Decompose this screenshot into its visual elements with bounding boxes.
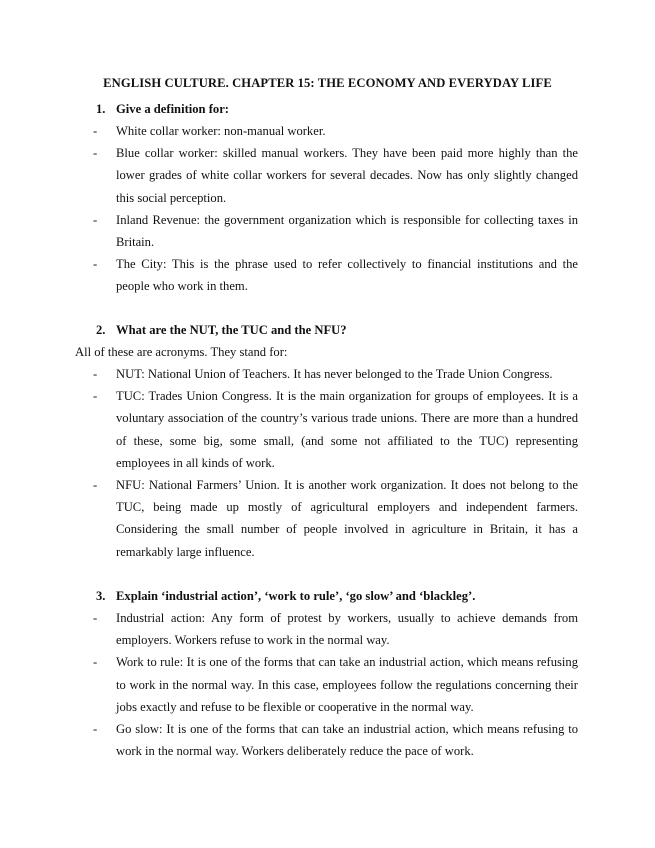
list-item (78, 253, 578, 297)
list-item (78, 209, 578, 253)
list-item (78, 363, 578, 385)
bullet-dash: - (93, 257, 98, 272)
section-intro: All of these are acronyms. They stand for: (75, 345, 288, 359)
section-1 (78, 98, 578, 298)
item-text: Work to rule: It is one of the forms that can take an industrial action, which means refusing to work in the normal way. In this case, employees follow the regulations concerning their jobs exactly and refuse to be flexible or cooperative in the normal way. (116, 655, 578, 714)
section-title: What are the NUT, the TUC and the NFU? (116, 323, 347, 337)
section-number: 3. (96, 589, 106, 603)
section-heading (78, 319, 578, 341)
list-item (78, 142, 578, 209)
list-item (78, 651, 578, 718)
list-item (78, 474, 578, 563)
list-item (78, 718, 578, 762)
item-text: NUT: National Union of Teachers. It has never belonged to the Trade Union Congress. (116, 367, 553, 381)
bullet-dash: - (93, 212, 98, 227)
item-text: NFU: National Farmers’ Union. It is another work organization. It does not belong to the TUC, being made up mostly of agricultural employers and independent farmers. Considering the small number of people involved in agriculture in Britain, it has a remarkably large influence. (116, 478, 578, 559)
item-text: Go slow: It is one of the forms that can take an industrial action, which means refusing to work in the normal way. Workers deliberately reduce the pace of work. (116, 722, 578, 759)
document-title: ENGLISH CULTURE. CHAPTER 15: THE ECONOMY AND EVERYDAY LIFE (103, 76, 552, 90)
list-item (78, 120, 578, 142)
term-list (78, 607, 578, 762)
section-heading (78, 98, 578, 120)
bullet-dash: - (93, 611, 98, 625)
bullet-dash: - (93, 367, 98, 381)
section-2 (75, 319, 578, 563)
list-item (78, 607, 578, 651)
bullet-dash: - (93, 478, 98, 493)
section-number: 2. (96, 323, 106, 337)
bullet-dash: - (93, 655, 98, 670)
bullet-dash: - (93, 389, 98, 404)
section-title: Give a definition for: (116, 102, 229, 116)
item-text: Industrial action: Any form of protest by workers, usually to achieve demands from employers. Workers refuse to work in the normal way. (116, 611, 578, 648)
item-text: TUC: Trades Union Congress. It is the main organization for groups of employees. It is a voluntary association of the country’s various trade unions. There are more than a hundred of these, some big, some small, (and some not affiliated to the TUC) representing employees in all kinds of work. (116, 389, 578, 470)
section-title: Explain ‘industrial action’, ‘work to rule’, ‘go slow’ and ‘blackleg’. (116, 589, 476, 603)
list-item (78, 385, 578, 474)
definition-list (78, 120, 578, 298)
section-number: 1. (96, 102, 106, 116)
bullet-dash: - (93, 146, 98, 161)
item-text: The City: This is the phrase used to refer collectively to financial institutions and the people who work in them. (116, 257, 578, 294)
bullet-dash: - (93, 722, 98, 737)
section-3 (78, 585, 578, 762)
section-heading (78, 585, 578, 607)
item-text: Inland Revenue: the government organization which is responsible for collecting taxes in Britain. (116, 212, 578, 250)
item-text: White collar worker: non-manual worker. (116, 124, 326, 138)
acronym-list (78, 363, 578, 563)
bullet-dash: - (93, 124, 98, 138)
item-text: Blue collar worker: skilled manual workers. They have been paid more highly than the lower grades of white collar workers for several decades. Now has only slightly changed this social perception. (116, 146, 578, 205)
